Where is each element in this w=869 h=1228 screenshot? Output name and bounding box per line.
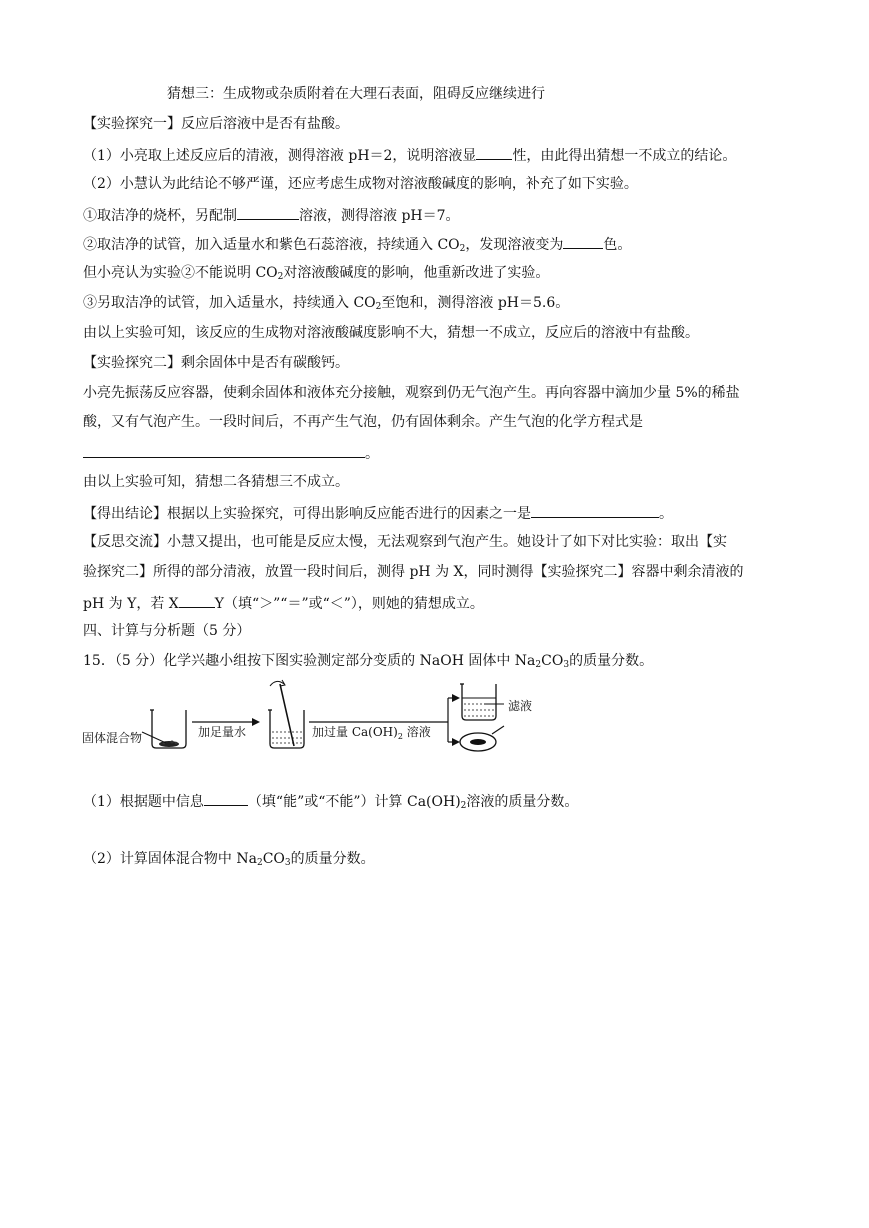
equation-blank-line: 。 [83, 442, 803, 464]
conclusion-two: 由以上实验可知，猜想二各猜想三不成立。 [83, 474, 349, 490]
step-one: ①取洁净的烧杯，另配制 溶液，测得溶液 pH＝7。 [83, 204, 803, 226]
question-line-1: （1）小亮取上述反应后的清液，测得溶液 pH＝2，说明溶液显 性，由此得出猜想一不成立的结论。 [83, 144, 803, 166]
experiment-two-text-1: 小亮先振荡反应容器，使剩余固体和液体充分接触，观察到仍无气泡产生。再向容器中滴加少量 5%的稀盐 [83, 385, 740, 401]
reflection-line-3: pH 为 Y，若 X Y（填“＞”“＝”或“＜”），则她的猜想成立。 [83, 592, 803, 614]
sub-question-1: （1）根据题中信息 （填“能”或“不能”）计算 $Ca(OH)_2$溶液的质量分数。 [83, 790, 803, 812]
experiment-one-heading: 【实验探究一】反应后溶液中是否有盐酸。 [83, 116, 349, 132]
add-calcium-hydroxide-label: 加过量 $Ca(OH)_2$ 溶液 [312, 725, 431, 741]
answer-blank[interactable] [476, 144, 512, 160]
filter-paper-precipitate-icon [460, 726, 504, 751]
filtrate-label: 滤液 [508, 699, 533, 713]
reflection-line-2: 验探究二】所得的部分清液，放置一段时间后，测得 pH 为 X，同时测得【实验探究二】容器中剩余清液的 [83, 564, 744, 580]
answer-blank[interactable] [179, 592, 215, 608]
question-15: 15．（5 分）化学兴趣小组按下图实验测定部分变质的 NaOH 固体中 $Na_2CO_3$的质量分数。 [83, 653, 654, 670]
answer-blank[interactable] [531, 502, 659, 518]
draw-conclusion: 【得出结论】根据以上实验探究，可得出影响反应能否进行的因素之一是 。 [83, 502, 803, 524]
experiment-two-heading: 【实验探究二】剩余固体中是否有碳酸钙。 [83, 355, 349, 371]
beaker-stirring-icon [268, 680, 304, 748]
reflection-line-1: 【反思交流】小慧又提出，也可能是反应太慢，无法观察到气泡产生。她设计了如下对比实验：取出【实 [83, 534, 727, 550]
conclusion-one: 由以上实验可知，该反应的生成物对溶液酸碱度影响不大，猜想一不成立，反应后的溶液中有盐酸。 [83, 325, 699, 341]
answer-blank[interactable] [237, 204, 299, 220]
equation-answer-blank[interactable] [83, 442, 365, 458]
question-line-2: （2）小慧认为此结论不够严谨，还应考虑生成物对溶液酸碱度的影响，补充了如下实验。 [83, 176, 638, 192]
answer-blank[interactable] [204, 790, 248, 806]
beaker-solid-icon [150, 710, 186, 748]
solid-mixture-label: 固体混合物 [82, 731, 143, 745]
sub-question-2: （2）计算固体混合物中 $Na_2CO_3$的质量分数。 [83, 851, 375, 868]
add-water-label: 加足量水 [198, 725, 247, 739]
step-two: ②取洁净的试管，加入适量水和紫色石蕊溶液，持续通入 $CO_2$，发现溶液变为 色。 [83, 233, 803, 255]
experiment-diagram [80, 676, 540, 762]
section-four-heading: 四、计算与分析题（5 分） [83, 623, 251, 639]
objection-line: 但小亮认为实验②不能说明 $CO_2$对溶液酸碱度的影响，他重新改进了实验。 [83, 265, 550, 282]
answer-blank[interactable] [563, 233, 603, 249]
step-three: ③另取洁净的试管，加入适量水，持续通入 $CO_2$至饱和，测得溶液 pH＝5.6。 [83, 295, 570, 312]
beaker-filtrate-icon [460, 684, 496, 720]
hypothesis-three: 猜想三：生成物或杂质附着在大理石表面，阻碍反应继续进行 [167, 86, 545, 102]
pointer-line [142, 732, 166, 743]
experiment-two-text-2: 酸，又有气泡产生。一段时间后，不再产生气泡，仍有固体剩余。产生气泡的化学方程式是 [83, 414, 643, 430]
